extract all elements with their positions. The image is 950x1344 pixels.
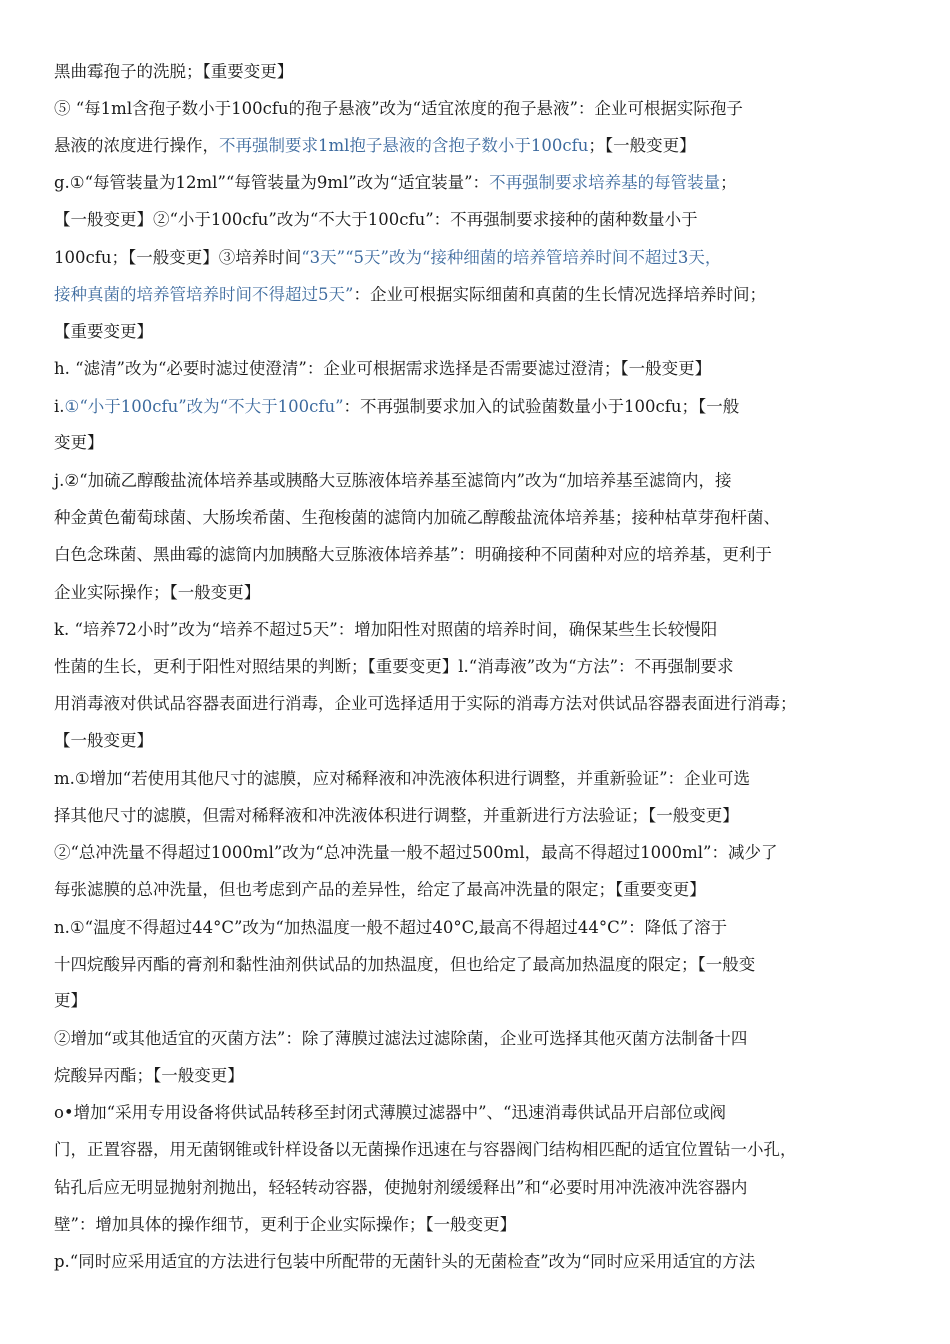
text-run: k. “培养72小时”改为“培养不超过5天”：增加阳性对照菌的培养时间，确保某些生长较慢阳: [54, 620, 718, 639]
text-line: [54, 619, 717, 641]
text-run: ：企业可根据实际细菌和真菌的生长情况选择培养时间；: [353, 285, 766, 304]
text-run: p.“同时应采用适宜的方法进行包装中所配带的无菌针头的无菌检查”改为“同时应采用适宜的方法: [54, 1252, 756, 1271]
text-line: [54, 61, 293, 83]
text-line: [54, 990, 87, 1012]
highlighted-text-run: “3天”“5天”改为“接种细菌的培养管培养时间不超过3天，: [301, 248, 722, 267]
text-run: ②增加“或其他适宜的灭菌方法”：除了薄膜过滤法过滤除菌，企业可选择其他灭菌方法制备十四: [54, 1029, 748, 1048]
text-line: [54, 582, 260, 604]
text-line: [54, 1028, 747, 1050]
text-run: 更】: [54, 991, 87, 1010]
text-run: 门，正置容器，用无菌钢锥或针样设备以无菌操作迅速在与容器阀门结构相匹配的适宜位置钻一小孔，: [54, 1140, 797, 1159]
text-run: 变更】: [54, 433, 104, 452]
text-line: [54, 358, 711, 380]
text-line: [54, 135, 696, 157]
text-line: [54, 209, 698, 231]
text-line: [54, 1251, 755, 1273]
text-line: [54, 247, 721, 269]
text-line: [54, 1214, 516, 1236]
highlighted-text-run: ①“小于100cfu”改为“不大于100cfu”: [64, 397, 344, 416]
text-run: ：不再强制要求加入的试验菌数量小于100cfu；【一般: [343, 397, 740, 416]
text-line: [54, 470, 731, 492]
text-line: [54, 842, 778, 864]
text-line: [54, 98, 743, 120]
text-run: j.②“加硫乙醇酸盐流体培养基或胰酪大豆胨液体培养基至滤筒内”改为“加培养基至滤筒内，接: [54, 471, 732, 490]
text-run: 100cfu；【一般变更】③培养时间: [54, 248, 302, 267]
text-run: n.①“温度不得超过44°C”改为“加热温度一般不超过40°C,最高不得超过44°C”：降低了溶于: [54, 918, 728, 937]
text-run: m.①增加“若使用其他尺寸的滤膜，应对稀释液和冲洗液体积进行调整，并重新验证”：企业可选: [54, 769, 751, 788]
text-line: [54, 730, 153, 752]
text-run: ⑤ “每1ml含孢子数小于100cfu的孢子悬液”改为“适宜浓度的孢子悬液”：企业可根据实际孢子: [54, 99, 743, 118]
text-line: [54, 805, 739, 827]
text-run: o•增加“采用专用设备将供试品转移至封闭式薄膜过滤器中”、“迅速消毒供试品开启部位或阀: [54, 1103, 726, 1122]
text-run: 【重要变更】: [54, 322, 153, 341]
text-line: [54, 432, 104, 454]
text-line: [54, 879, 706, 901]
text-run: 性菌的生长，更利于阳性对照结果的判断；【重要变更】l.“消毒液”改为“方法”：不再强制要求: [54, 657, 734, 676]
text-run: 种金黄色葡萄球菌、大肠埃希菌、生孢梭菌的滤筒内加硫乙醇酸盐流体培养基；接种枯草芽孢杆菌、: [54, 508, 780, 527]
text-run: 烷酸异丙酯；【一般变更】: [54, 1066, 244, 1085]
text-line: [54, 284, 766, 306]
text-line: [54, 1102, 726, 1124]
text-run: 【一般变更】: [54, 731, 153, 750]
highlighted-text-run: 接种真菌的培养管培养时间不得超过5天”: [54, 285, 354, 304]
text-run: g.①“每管装量为12ml”“每管装量为9ml”改为“适宜装量”：: [54, 173, 490, 192]
text-run: 十四烷酸异丙酯的膏剂和黏性油剂供试品的加热温度，但也给定了最高加热温度的限定；【一般变: [54, 955, 756, 974]
text-run: 悬液的浓度进行操作，: [54, 136, 219, 155]
text-run: 【一般变更】②“小于100cfu”改为“不大于100cfu”：不再强制要求接种的菌种数量小于: [54, 210, 698, 229]
text-line: [54, 917, 727, 939]
text-run: 用消毒液对供试品容器表面进行消毒，企业可选择适用于实际的消毒方法对供试品容器表面进行消毒；: [54, 694, 797, 713]
text-run: 壁”：增加具体的操作细节，更利于企业实际操作；【一般变更】: [54, 1215, 517, 1234]
text-run: ②“总冲洗量不得超过1000ml”改为“总冲洗量一般不超过500ml，最高不得超过1000ml”：减少了: [54, 843, 778, 862]
highlighted-text-run: 不再强制要求1ml抱子悬液的含抱子数小于100cfu: [219, 136, 589, 155]
text-run: 每张滤膜的总冲洗量，但也考虑到产品的差异性，给定了最高冲洗量的限定；【重要变更】: [54, 880, 706, 899]
text-line: [54, 1177, 747, 1199]
text-run: 企业实际操作；【一般变更】: [54, 583, 261, 602]
highlighted-text-run: 不再强制要求培养基的每管装量: [489, 173, 721, 192]
text-run: h. “滤清”改为“必要时滤过使澄清”：企业可根据需求选择是否需要滤过澄清；【一般变更】: [54, 359, 712, 378]
text-run: 钻孔后应无明显抛射剂抛出，轻轻转动容器，使抛射剂缓缓释出”和“必要时用冲洗液冲洗容器内: [54, 1178, 748, 1197]
text-line: [54, 172, 737, 194]
text-line: [54, 1065, 244, 1087]
text-line: [54, 396, 739, 418]
text-line: [54, 321, 153, 343]
text-line: [54, 507, 780, 529]
text-run: 择其他尺寸的滤膜，但需对稀释液和冲洗液体积进行调整，并重新进行方法验证；【一般变更】: [54, 806, 739, 825]
text-line: [54, 1139, 797, 1161]
text-line: [54, 693, 797, 715]
text-run: i.: [54, 397, 65, 416]
text-line: [54, 954, 755, 976]
text-line: [54, 768, 750, 790]
text-run: ；: [720, 173, 737, 192]
text-line: [54, 544, 772, 566]
text-line: [54, 656, 734, 678]
text-run: 白色念珠菌、黑曲霉的滤筒内加胰酪大豆胨液体培养基”：明确接种不同菌种对应的培养基，更利于: [54, 545, 772, 564]
text-run: 黑曲霉孢子的洗脱；【重要变更】: [54, 62, 294, 81]
text-run: ；【一般变更】: [588, 136, 696, 155]
